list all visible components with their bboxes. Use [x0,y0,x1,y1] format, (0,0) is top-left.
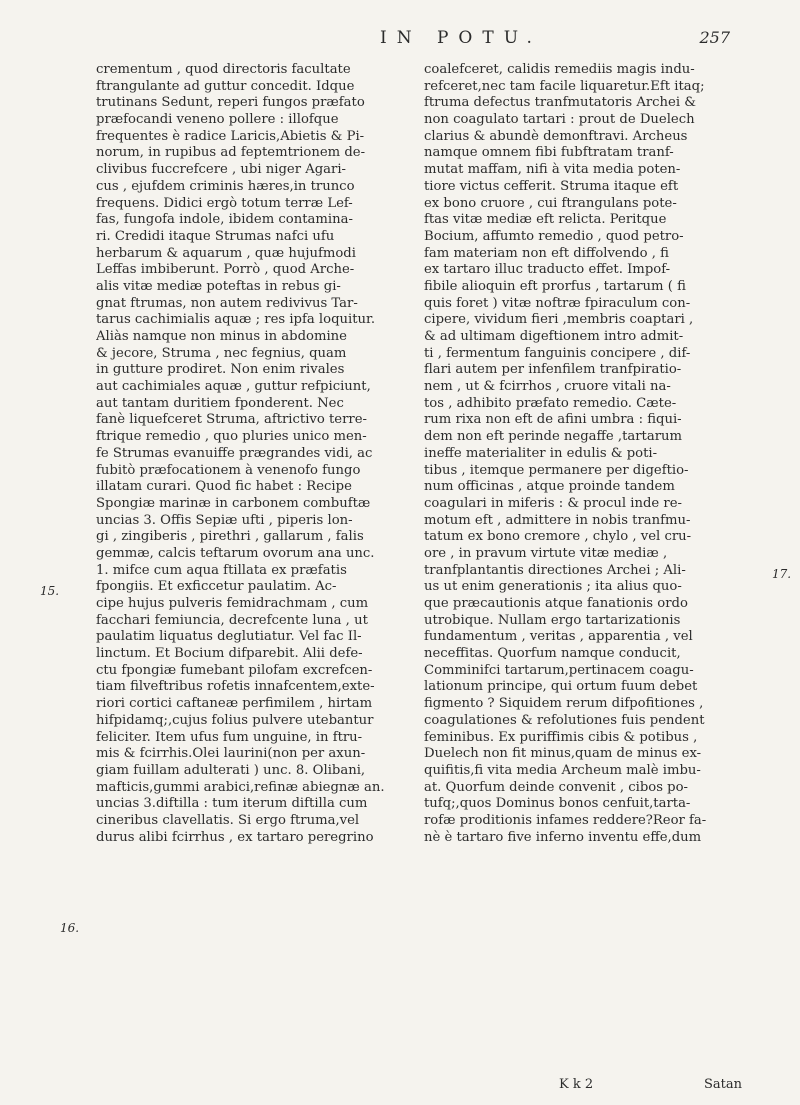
text-line: durus alibi fcirrhus , ex tartaro peregrino [96,829,374,845]
text-line: ftrique remedio , quo pluries unico men- [96,429,367,445]
text-line: & ad ultimam digeftionem intro admit- [424,329,684,344]
text-line: cineribus clavellatis. Si ergo ftruma,vel [96,812,360,828]
running-title: IN POTU. [380,28,542,48]
text-line: tarus cachimialis aquæ ; res ipfa loquitur. [96,312,376,328]
text-line: fe Strumas evanuiffe prægrandes vidi, ac [96,445,373,461]
text-line: herbarum & aquarum , quæ hujufmodi [96,245,356,261]
text-line: & jecore, Struma , nec fegnius, quam [96,345,347,361]
text-line: tibus , itemque permanere per digeftio- [424,462,689,478]
text-line: mafticis,gummi arabici,refinæ abiegnæ an. [96,779,385,795]
text-line: utrobique. Nullam ergo tartarizationis [424,612,681,628]
text-line: trutinans Sedunt, reperi fungos præfato [96,95,365,111]
text-line: lationum principe, qui ortum fuum debet [424,679,698,695]
text-line: quifitis,fi vita media Archeum malè imbu- [424,762,701,778]
text-line: feliciter. Item ufus fum unguine, in ftru- [96,729,363,745]
text-line: linctum. Et Bocium difparebit. Alii defe- [96,646,363,662]
text-line: quis foret ) vitæ noftræ fpiraculum con- [424,295,691,311]
text-line: gi , zingiberis , pirethri , gallarum , falis [96,529,364,545]
text-line: ftruma defectus tranfmutatoris Archei & [424,95,696,111]
text-line: facchari femiuncia, decrefcente luna , ut [96,612,368,628]
text-line: paulatim liquatus deglutiatur. Vel fac Il- [96,629,362,645]
text-line: ri. Credidi itaque Strumas nafci ufu [96,228,335,244]
text-line: motum eft , admittere in nobis tranfmu- [424,512,691,528]
text-line: tranfplantantis directiones Archei ; Ali- [424,562,686,578]
text-line: aut cachimiales aquæ , guttur refpiciunt, [96,379,371,395]
text-line: neceffitas. Quorfum namque conducit, [424,646,681,662]
text-line: ineffe materialiter in edulis & poti- [424,445,658,461]
text-line: ctu fpongiæ fumebant pilofam excrefcen- [96,662,373,678]
page-footer [424,1077,742,1095]
text-line: fas, fungofa indole, ibidem contamina- [96,212,353,228]
text-line: ftrangulante ad guttur concedit. Idque [96,78,355,94]
text-line: 1. mifce cum aqua ftillata ex præfatis [96,562,347,578]
margin-number: 16. [60,921,80,935]
text-line: Comminifci tartarum,pertinacem coagu- [424,662,694,678]
text-line: clarius & abundè demonftravi. Archeus [424,128,688,144]
text-line: coagulari in miferis : & procul inde re- [424,495,682,511]
text-line: Aliàs namque non minus in abdomine [96,329,347,344]
text-line: aut tantam duritiem fponderent. Nec [96,395,344,411]
text-line: fubitò præfocationem à venenofo fungo [96,462,361,478]
text-line: Duelech non fit minus,quam de minus ex- [424,746,702,762]
text-line: tufq;,quos Dominus bonos cenfuit,tarta- [424,796,691,812]
text-line: mutat maffam, nifi à vita media poten- [424,162,681,178]
signature-mark: K k 2 [559,1077,594,1092]
text-line: tos , adhibito præfato remedio. Cæte- [424,395,677,411]
text-line: norum, in rupibus ad feptemtrionem de- [96,145,366,161]
margin-number: 17. [772,567,792,581]
text-line: hifpidamq;,cujus folius pulvere utebantur [96,712,374,728]
running-header [90,28,730,54]
text-line: us ut enim generationis ; ita alius quo- [424,579,682,595]
text-line: illatam curari. Quod fic habet : Recipe [96,479,352,495]
text-line: flari autem per infenfilem tranfpiratio- [424,362,682,378]
text-line: refceret,nec tam facile liquaretur.Eft itaq; [424,78,705,94]
text-line: frequens. Didici ergò totum terræ Lef- [96,195,353,211]
text-line: frequentes è radice Laricis,Abietis & Pi- [96,128,365,144]
text-line: rum rixa non eft de afini umbra : fiqui- [424,412,682,428]
page-number: 257 [699,28,730,47]
margin-number: 15. [40,584,60,598]
catchword: Satan [703,1077,742,1092]
text-line: tiam filveftribus rofetis innafcentem,exte- [96,679,375,695]
text-line: uncias 3. Offis Sepiæ ufti , piperis lon- [96,512,353,528]
text-line: ex tartaro illuc traducto effet. Impof- [424,262,671,278]
text-line: riori cortici caftaneæ perfimilem , hirtam [96,696,373,712]
text-line: fibile alioquin eft prorfus , tartarum ( fi [424,278,686,294]
text-line: nem , ut & fcirrhos , cruore vitali na- [424,379,671,395]
text-line: at. Quorfum deinde convenit , cibos po- [424,779,689,795]
text-line: non coagulato tartari : prout de Duelech [424,112,695,128]
text-line: coalefceret, calidis remediis magis indu- [424,62,695,77]
text-line: fam materiam non eft diffolvendo , fi [424,245,669,261]
text-line: tatum ex bono cremore , chylo , vel cru- [424,529,692,545]
text-line: Leffas imbiberunt. Porrò , quod Arche- [96,262,355,278]
text-line: clivibus fuccrefcere , ubi niger Agari- [96,162,346,178]
text-line: in gutture prodiret. Non enim rivales [96,362,345,378]
text-line: fpongiis. Et exficcetur paulatim. Ac- [96,579,337,595]
text-line: dem non eft perinde negaffe ,tartarum [424,429,683,445]
text-line: mis & fcirrhis.Olei laurini(non per axun- [96,746,366,762]
text-line: Spongiæ marinæ in carbonem combuftæ [96,495,371,511]
text-line: cipere, vividum fieri ,membris coaptari , [424,312,694,328]
text-line: Bocium, affumto remedio , quod petro- [424,228,684,244]
left-text-column [96,62,411,846]
text-line: rofæ proditionis infames reddere?Reor fa- [424,812,707,828]
text-line: tiore victus cefferit. Struma itaque eft [424,178,679,194]
text-line: cipe hujus pulveris femidrachmam , cum [96,596,369,611]
text-line: giam fuillam adulterati ) unc. 8. Olibani, [96,762,366,778]
text-line: que præcautionis atque fanationis ordo [424,596,688,611]
text-line: feminibus. Ex puriffimis cibis & potibus , [424,729,698,745]
text-line: namque omnem fibi fubftratam tranf- [424,145,674,161]
text-line: fundamentum , veritas , apparentia , vel [424,629,693,645]
text-line: gemmæ, calcis teftarum ovorum ana unc. [96,545,375,561]
text-line: ti , fermentum fanguinis concipere , dif- [424,345,691,361]
text-line: præfocandi veneno pollere : illofque [96,112,339,128]
text-line: crementum , quod directoris facultate [96,62,351,77]
text-line: ex bono cruore , cui ftrangulans pote- [424,195,677,211]
text-line: alis vitæ mediæ poteftas in rebus gi- [96,278,341,294]
text-line: ftas vitæ mediæ eft relicta. Peritque [424,212,667,228]
text-line: nè è tartaro five inferno inventu effe,dum [424,829,702,845]
text-line: num officinas , atque proinde tandem [424,479,675,495]
text-line: fanè liquefceret Struma, aftrictivo terre- [96,412,367,428]
text-line: uncias 3.diftilla : tum iterum diftilla cum [96,796,368,812]
text-line: ore , in pravum virtute vitæ mediæ , [424,545,668,561]
right-text-column [424,62,742,846]
text-line: gnat ftrumas, non autem redivivus Tar- [96,295,358,311]
text-line: cus , ejufdem criminis hæres,in trunco [96,178,355,194]
text-line: figmento ? Siquidem rerum difpofitiones , [424,696,704,712]
text-line: coagulationes & refolutiones fuis pendent [424,712,705,728]
